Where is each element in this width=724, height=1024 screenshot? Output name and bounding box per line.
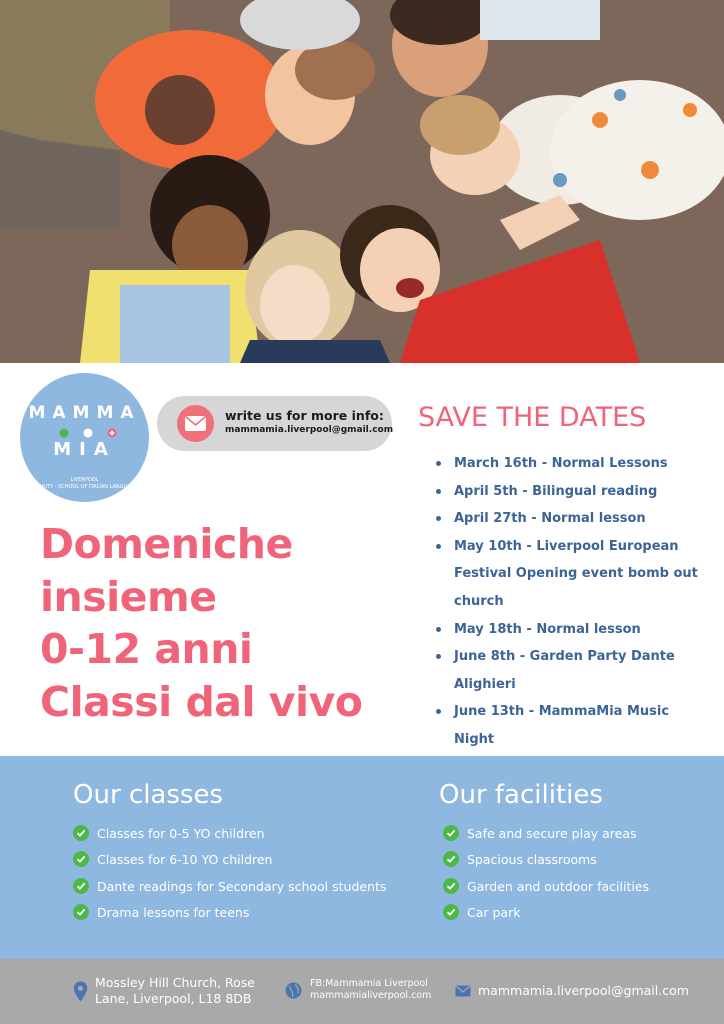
bullet-icon bbox=[436, 489, 441, 494]
facility-item-text: Garden and outdoor facilities bbox=[467, 878, 650, 894]
headline bbox=[40, 518, 410, 728]
logo-text-mia: MIA bbox=[53, 439, 116, 460]
check-icon bbox=[443, 825, 459, 841]
save-the-dates-title: SAVE THE DATES bbox=[418, 402, 647, 433]
bullet-icon bbox=[436, 544, 441, 549]
globe-icon bbox=[285, 982, 302, 999]
footer-facebook[interactable]: FB:Mammamia Liverpool bbox=[310, 978, 428, 989]
class-item bbox=[73, 878, 386, 904]
check-icon bbox=[443, 878, 459, 894]
date-item bbox=[436, 450, 706, 478]
date-item bbox=[436, 698, 706, 753]
facilities-title: Our facilities bbox=[439, 780, 603, 810]
hero-photo bbox=[0, 0, 724, 363]
facility-item-text: Car park bbox=[467, 904, 521, 920]
facility-item bbox=[443, 904, 649, 930]
check-icon bbox=[443, 851, 459, 867]
footer-website[interactable]: mammamialiverpool.com bbox=[310, 990, 432, 1001]
class-item-text: Classes for 0-5 YO children bbox=[97, 826, 265, 841]
info-band bbox=[0, 756, 724, 959]
footer-address-line1: Mossley Hill Church, Rose bbox=[95, 975, 255, 990]
classes-title: Our classes bbox=[73, 780, 223, 810]
facility-item bbox=[443, 851, 649, 877]
headline-line-2: insieme bbox=[40, 572, 217, 621]
headline-line-4: Classi dal vivo bbox=[40, 677, 363, 726]
contact-pill[interactable] bbox=[157, 396, 392, 451]
headline-line-3: 0-12 anni bbox=[40, 625, 253, 673]
date-item bbox=[436, 643, 706, 698]
facility-item-text: Safe and secure play areas bbox=[467, 826, 637, 841]
check-icon bbox=[73, 851, 89, 867]
date-item bbox=[436, 478, 706, 506]
facilities-list bbox=[443, 825, 649, 930]
footer bbox=[0, 959, 724, 1024]
class-item bbox=[73, 851, 386, 877]
class-item bbox=[73, 825, 386, 851]
footer-address-line2: Lane, Liverpool, L18 8DB bbox=[95, 991, 252, 1006]
logo-subtitle bbox=[26, 477, 143, 491]
footer-address bbox=[95, 975, 255, 1007]
bullet-icon bbox=[436, 461, 441, 466]
facility-item bbox=[443, 878, 649, 904]
bullet-icon bbox=[436, 654, 441, 659]
facility-item-text: Spacious classrooms bbox=[467, 852, 597, 868]
facility-item bbox=[443, 825, 649, 851]
check-icon bbox=[73, 904, 89, 920]
footer-email[interactable]: mammamia.liverpool@gmail.com bbox=[478, 983, 689, 998]
logo-dots-icon bbox=[58, 427, 118, 439]
date-item bbox=[436, 616, 706, 644]
location-pin-icon bbox=[73, 981, 88, 1002]
date-item-text: April 27th - Normal lesson bbox=[454, 511, 646, 527]
date-item-text: April 5th - Bilingual reading bbox=[454, 483, 658, 499]
date-item-text: June 8th - Garden Party Dante Alighieri bbox=[454, 649, 675, 692]
envelope-icon bbox=[455, 985, 471, 997]
date-item-text: June 13th - MammaMia Music Night bbox=[454, 704, 670, 747]
mammamia-logo bbox=[20, 373, 149, 502]
class-item bbox=[73, 904, 386, 930]
bullet-icon bbox=[436, 627, 441, 632]
classes-list bbox=[73, 825, 386, 930]
class-item-text: Dante readings for Secondary school students bbox=[97, 878, 387, 894]
date-item bbox=[436, 505, 706, 533]
class-item-text: Classes for 6-10 YO children bbox=[97, 852, 273, 868]
date-item bbox=[436, 533, 706, 616]
logo-text-mamma: MAMMA bbox=[28, 403, 141, 423]
contact-title: write us for more info: bbox=[225, 408, 384, 423]
bullet-icon bbox=[436, 709, 441, 714]
logo-subtitle-line2: CHARITY · SCHOOL OF ITALIAN LANGUAGE bbox=[31, 484, 138, 490]
date-item-text: May 10th - Liverpool European Festival Opening event bomb out church bbox=[454, 538, 698, 609]
check-icon bbox=[73, 878, 89, 894]
footer-social[interactable] bbox=[310, 978, 431, 1002]
headline-line-1: Domeniche bbox=[40, 520, 293, 568]
envelope-icon bbox=[177, 405, 214, 442]
check-icon bbox=[73, 825, 89, 841]
date-item-text: March 16th - Normal Lessons bbox=[454, 456, 668, 471]
bullet-icon bbox=[436, 516, 441, 521]
check-icon bbox=[443, 904, 459, 920]
logo-subtitle-line1: LIVERPOOL bbox=[70, 477, 99, 483]
contact-email[interactable]: mammamia.liverpool@gmail.com bbox=[225, 425, 394, 435]
class-item-text: Drama lessons for teens bbox=[97, 904, 250, 920]
children-photo-illustration bbox=[0, 0, 724, 363]
date-item-text: May 18th - Normal lesson bbox=[454, 621, 641, 637]
dates-list bbox=[436, 450, 706, 754]
